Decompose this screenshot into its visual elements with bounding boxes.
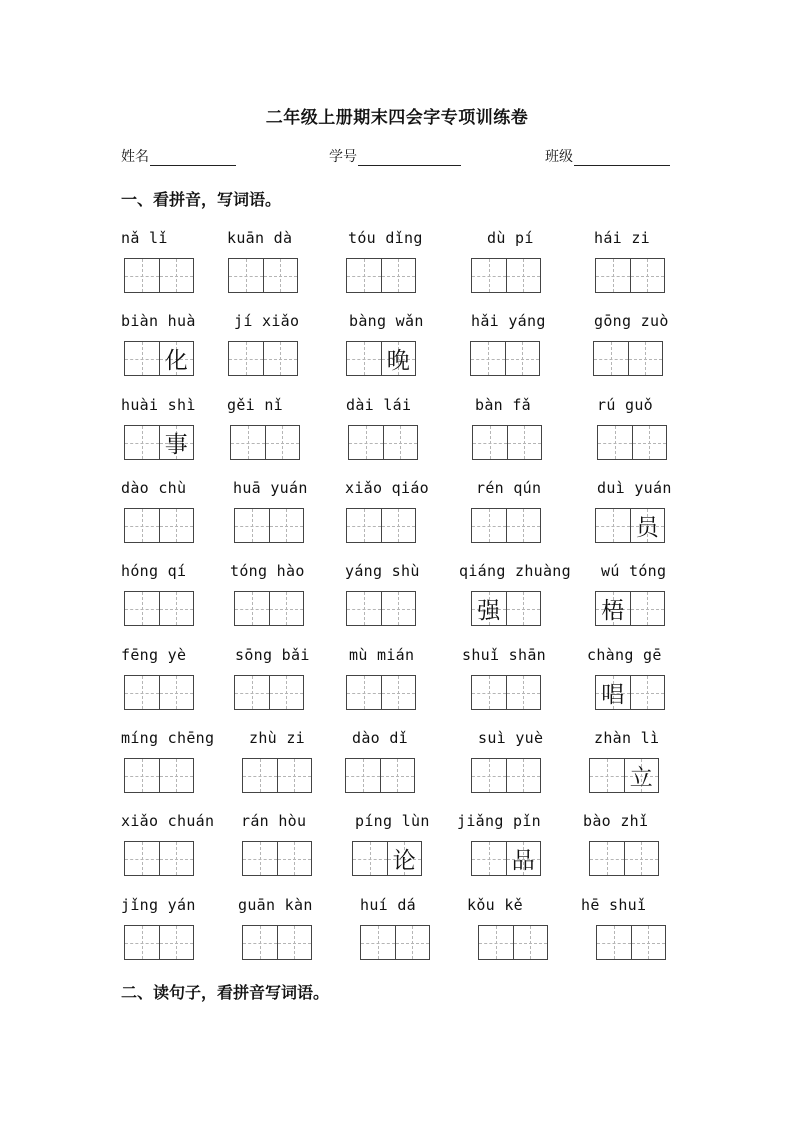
given-character: [346, 759, 380, 792]
pinyin-label: míng chēng: [121, 729, 215, 747]
given-character: [507, 259, 541, 292]
given-character: [278, 842, 312, 875]
writing-cell[interactable]: [625, 759, 659, 792]
given-character: [507, 759, 541, 792]
writing-cell[interactable]: [235, 592, 270, 625]
writing-grid[interactable]: [234, 508, 304, 543]
given-character: [160, 842, 194, 875]
writing-cell[interactable]: [382, 342, 416, 375]
writing-cell[interactable]: [235, 509, 270, 542]
pinyin-label: dù pí: [487, 229, 534, 247]
pinyin-label: píng lùn: [355, 812, 430, 830]
writing-grid[interactable]: [242, 841, 312, 876]
writing-cell[interactable]: [347, 676, 382, 709]
given-character: [125, 509, 159, 542]
writing-cell[interactable]: [382, 259, 416, 292]
given-character: [160, 509, 194, 542]
writing-grid[interactable]: [478, 925, 548, 960]
writing-cell[interactable]: [125, 426, 160, 459]
given-character: [382, 592, 416, 625]
writing-cell[interactable]: [596, 592, 631, 625]
pinyin-label: bàng wǎn: [349, 312, 424, 330]
given-character: [472, 759, 506, 792]
writing-grid[interactable]: [471, 841, 541, 876]
writing-cell[interactable]: [125, 259, 160, 292]
pinyin-label: dào chù: [121, 479, 187, 497]
writing-grid[interactable]: [124, 925, 194, 960]
writing-cell[interactable]: [507, 842, 541, 875]
writing-cell[interactable]: [631, 259, 665, 292]
writing-grid[interactable]: [345, 758, 415, 793]
given-character: [266, 426, 300, 459]
given-character: [278, 926, 312, 959]
writing-cell[interactable]: [160, 759, 194, 792]
exercise-row: [0, 896, 794, 979]
writing-cell[interactable]: [384, 426, 418, 459]
writing-cell[interactable]: [472, 592, 507, 625]
given-character: [243, 759, 277, 792]
pinyin-label: gěi nǐ: [227, 396, 283, 414]
writing-cell[interactable]: [472, 759, 507, 792]
writing-grid[interactable]: [595, 508, 665, 543]
given-character: [125, 342, 159, 375]
given-character: [473, 426, 507, 459]
writing-cell[interactable]: [472, 842, 507, 875]
given-character: [631, 592, 665, 625]
pinyin-label: hē shuǐ: [581, 896, 647, 914]
given-character: [125, 426, 159, 459]
given-character: [347, 676, 381, 709]
writing-cell[interactable]: [596, 676, 631, 709]
given-character: [361, 926, 395, 959]
writing-grid[interactable]: [234, 675, 304, 710]
class-label: 班级: [545, 149, 573, 165]
student-number-label: 学号: [329, 149, 357, 165]
given-character: [231, 426, 265, 459]
given-character: [264, 342, 298, 375]
given-character: [507, 509, 541, 542]
exercise-row: [0, 646, 794, 729]
pinyin-label: gōng zuò: [594, 312, 669, 330]
given-character: [270, 676, 304, 709]
given-character: 强: [477, 598, 501, 624]
given-character: [472, 676, 506, 709]
writing-cell[interactable]: [278, 926, 312, 959]
writing-grid[interactable]: [124, 841, 194, 876]
writing-cell[interactable]: [596, 259, 631, 292]
given-character: [594, 342, 628, 375]
writing-cell[interactable]: [278, 842, 312, 875]
writing-grid[interactable]: [124, 341, 194, 376]
given-character: [382, 259, 416, 292]
writing-cell[interactable]: [361, 926, 396, 959]
name-blank[interactable]: [150, 148, 236, 166]
writing-grid[interactable]: [360, 925, 430, 960]
writing-grid[interactable]: [471, 591, 541, 626]
exercise-row: [0, 562, 794, 645]
pinyin-label: dài lái: [346, 396, 412, 414]
writing-cell[interactable]: [346, 759, 381, 792]
given-character: [347, 509, 381, 542]
writing-cell[interactable]: [631, 676, 665, 709]
writing-grid[interactable]: [595, 675, 665, 710]
writing-cell[interactable]: [125, 676, 160, 709]
writing-cell[interactable]: [507, 509, 541, 542]
writing-grid[interactable]: [228, 258, 298, 293]
given-character: [507, 676, 541, 709]
writing-cell[interactable]: [382, 509, 416, 542]
writing-grid[interactable]: [124, 425, 194, 460]
writing-cell[interactable]: [596, 509, 631, 542]
writing-cell[interactable]: [353, 842, 388, 875]
writing-grid[interactable]: [348, 425, 418, 460]
writing-cell[interactable]: [160, 592, 194, 625]
writing-cell[interactable]: [231, 426, 266, 459]
writing-cell[interactable]: [514, 926, 548, 959]
exercise-row: [0, 729, 794, 812]
writing-cell[interactable]: [594, 342, 629, 375]
writing-grid[interactable]: [472, 425, 542, 460]
writing-cell[interactable]: [507, 592, 541, 625]
name-field[interactable]: [121, 146, 236, 166]
given-character: [235, 592, 269, 625]
writing-cell[interactable]: [590, 759, 625, 792]
writing-cell[interactable]: [243, 926, 278, 959]
given-character: [353, 842, 387, 875]
pinyin-label: rén qún: [476, 479, 542, 497]
given-character: 品: [511, 848, 535, 874]
writing-cell[interactable]: [278, 759, 312, 792]
pinyin-label: rán hòu: [241, 812, 307, 830]
writing-cell[interactable]: [590, 842, 625, 875]
exercise-row: [0, 479, 794, 562]
pinyin-label: tóng hào: [230, 562, 305, 580]
given-character: [125, 592, 159, 625]
writing-cell[interactable]: [270, 592, 304, 625]
writing-grid[interactable]: [242, 925, 312, 960]
pinyin-label: duì yuán: [597, 479, 672, 497]
given-character: [229, 342, 263, 375]
given-character: [625, 842, 659, 875]
writing-cell[interactable]: [506, 342, 540, 375]
writing-grid[interactable]: [346, 258, 416, 293]
given-character: [347, 259, 381, 292]
writing-cell[interactable]: [266, 426, 300, 459]
writing-cell[interactable]: [631, 509, 665, 542]
writing-cell[interactable]: [160, 426, 194, 459]
writing-cell[interactable]: [472, 509, 507, 542]
writing-cell[interactable]: [382, 592, 416, 625]
pinyin-label: bào zhǐ: [583, 812, 649, 830]
writing-grid[interactable]: [596, 925, 666, 960]
given-character: [631, 676, 665, 709]
given-character: [270, 592, 304, 625]
writing-cell[interactable]: [160, 259, 194, 292]
writing-cell[interactable]: [125, 509, 160, 542]
writing-cell[interactable]: [160, 676, 194, 709]
writing-cell[interactable]: [472, 259, 507, 292]
given-character: [514, 926, 548, 959]
writing-cell[interactable]: [633, 426, 667, 459]
given-character: [506, 342, 540, 375]
writing-grid[interactable]: [234, 591, 304, 626]
pinyin-label: fēng yè: [121, 646, 187, 664]
pinyin-label: qiáng zhuàng: [459, 562, 571, 580]
pinyin-label: hóng qí: [121, 562, 187, 580]
pinyin-label: tóu dǐng: [348, 229, 423, 247]
writing-cell[interactable]: [347, 259, 382, 292]
writing-grid[interactable]: [471, 508, 541, 543]
writing-grid[interactable]: [124, 591, 194, 626]
exercise-row: [0, 396, 794, 479]
writing-cell[interactable]: [629, 342, 663, 375]
pinyin-label: zhù zi: [249, 729, 305, 747]
pinyin-label: zhàn lì: [594, 729, 660, 747]
writing-grid[interactable]: [228, 341, 298, 376]
writing-grid[interactable]: [595, 591, 665, 626]
writing-cell[interactable]: [381, 759, 415, 792]
pinyin-label: bàn fǎ: [475, 396, 531, 414]
writing-grid[interactable]: [242, 758, 312, 793]
writing-cell[interactable]: [125, 592, 160, 625]
exercise-row: [0, 312, 794, 395]
writing-cell[interactable]: [382, 676, 416, 709]
pinyin-label: rú guǒ: [597, 396, 653, 414]
pinyin-label: shuǐ shān: [462, 646, 546, 664]
pinyin-label: jǐng yán: [121, 896, 196, 914]
writing-cell[interactable]: [632, 926, 666, 959]
given-character: 晚: [386, 348, 410, 374]
pinyin-label: dào dǐ: [352, 729, 408, 747]
given-character: [629, 342, 663, 375]
pinyin-label: kuān dà: [227, 229, 293, 247]
class-field[interactable]: [545, 146, 670, 166]
writing-grid[interactable]: [230, 425, 300, 460]
pinyin-label: huā yuán: [233, 479, 308, 497]
writing-cell[interactable]: [125, 342, 160, 375]
writing-cell[interactable]: [160, 342, 194, 375]
given-character: [125, 759, 159, 792]
given-character: [160, 759, 194, 792]
given-character: [160, 259, 194, 292]
given-character: [471, 342, 505, 375]
given-character: [396, 926, 430, 959]
writing-grid[interactable]: [470, 341, 540, 376]
writing-cell[interactable]: [597, 926, 632, 959]
given-character: [382, 676, 416, 709]
writing-grid[interactable]: [346, 341, 416, 376]
given-character: 唱: [601, 682, 625, 708]
pinyin-label: suì yuè: [478, 729, 544, 747]
writing-cell[interactable]: [229, 259, 264, 292]
given-character: [125, 842, 159, 875]
writing-grid[interactable]: [471, 258, 541, 293]
student-number-field[interactable]: [329, 146, 461, 166]
given-character: [347, 592, 381, 625]
writing-cell[interactable]: [125, 759, 160, 792]
writing-grid[interactable]: [471, 758, 541, 793]
given-character: 事: [164, 432, 188, 458]
exercise-row: [0, 812, 794, 895]
given-character: [479, 926, 513, 959]
writing-cell[interactable]: [243, 842, 278, 875]
pinyin-label: xiǎo chuán: [121, 812, 215, 830]
pinyin-label: nǎ lǐ: [121, 229, 168, 247]
given-character: [633, 426, 667, 459]
writing-cell[interactable]: [160, 926, 194, 959]
writing-cell[interactable]: [264, 259, 298, 292]
given-character: [235, 509, 269, 542]
writing-grid[interactable]: [589, 758, 659, 793]
writing-cell[interactable]: [160, 509, 194, 542]
writing-grid[interactable]: [124, 258, 194, 293]
given-character: [631, 259, 665, 292]
given-character: [590, 842, 624, 875]
given-character: [347, 342, 381, 375]
section-1-heading: 一、看拼音，写词语。: [121, 190, 282, 209]
given-character: [382, 509, 416, 542]
given-character: [349, 426, 383, 459]
writing-cell[interactable]: [125, 926, 160, 959]
writing-grid[interactable]: [471, 675, 541, 710]
pinyin-label: sōng bǎi: [235, 646, 310, 664]
writing-grid[interactable]: [124, 508, 194, 543]
given-character: [229, 259, 263, 292]
writing-grid[interactable]: [124, 675, 194, 710]
given-character: [125, 926, 159, 959]
pinyin-label: yáng shù: [345, 562, 420, 580]
given-character: [160, 926, 194, 959]
writing-cell[interactable]: [507, 676, 541, 709]
writing-cell[interactable]: [270, 509, 304, 542]
pinyin-label: hái zi: [594, 229, 650, 247]
writing-cell[interactable]: [508, 426, 542, 459]
pinyin-label: huài shì: [121, 396, 196, 414]
writing-cell[interactable]: [349, 426, 384, 459]
writing-grid[interactable]: [595, 258, 665, 293]
given-character: [596, 509, 630, 542]
writing-cell[interactable]: [388, 842, 422, 875]
writing-cell[interactable]: [347, 509, 382, 542]
pinyin-label: biàn huà: [121, 312, 196, 330]
pinyin-label: kǒu kě: [467, 896, 523, 914]
page-title: 二年级上册期末四会字专项训练卷: [265, 108, 529, 128]
given-character: 立: [629, 765, 653, 791]
class-blank[interactable]: [574, 148, 670, 166]
writing-cell[interactable]: [347, 592, 382, 625]
writing-cell[interactable]: [160, 842, 194, 875]
pinyin-label: jiǎng pǐn: [457, 812, 541, 830]
given-character: [632, 926, 666, 959]
given-character: [590, 759, 624, 792]
writing-grid[interactable]: [593, 341, 663, 376]
writing-grid[interactable]: [124, 758, 194, 793]
writing-grid[interactable]: [346, 591, 416, 626]
student-number-blank[interactable]: [358, 148, 461, 166]
pinyin-label: chàng gē: [587, 646, 662, 664]
section-2-heading: 二、读句子，看拼音写词语。: [121, 983, 330, 1002]
given-character: [596, 259, 630, 292]
writing-grid[interactable]: [597, 425, 667, 460]
writing-grid[interactable]: [352, 841, 422, 876]
writing-cell[interactable]: [125, 842, 160, 875]
pinyin-label: jí xiǎo: [234, 312, 300, 330]
pinyin-label: xiǎo qiáo: [345, 479, 429, 497]
given-character: 论: [392, 848, 416, 874]
writing-cell[interactable]: [507, 259, 541, 292]
given-character: [472, 509, 506, 542]
given-character: [235, 676, 269, 709]
name-label: 姓名: [121, 149, 149, 165]
writing-cell[interactable]: [396, 926, 430, 959]
writing-grid[interactable]: [346, 675, 416, 710]
given-character: [160, 676, 194, 709]
pinyin-label: guān kàn: [238, 896, 313, 914]
writing-cell[interactable]: [631, 592, 665, 625]
writing-cell[interactable]: [507, 759, 541, 792]
writing-cell[interactable]: [625, 842, 659, 875]
given-character: [278, 759, 312, 792]
given-character: [381, 759, 415, 792]
given-character: [507, 592, 541, 625]
given-character: 员: [635, 515, 659, 541]
writing-cell[interactable]: [264, 342, 298, 375]
writing-cell[interactable]: [243, 759, 278, 792]
pinyin-label: wú tóng: [601, 562, 667, 580]
given-character: [384, 426, 418, 459]
given-character: [125, 259, 159, 292]
writing-cell[interactable]: [229, 342, 264, 375]
given-character: [125, 676, 159, 709]
exercise-row: [0, 229, 794, 312]
writing-grid[interactable]: [346, 508, 416, 543]
writing-cell[interactable]: [471, 342, 506, 375]
writing-cell[interactable]: [472, 676, 507, 709]
pinyin-label: huí dá: [360, 896, 416, 914]
given-character: 化: [164, 348, 188, 374]
writing-cell[interactable]: [598, 426, 633, 459]
given-character: [597, 926, 631, 959]
given-character: [472, 259, 506, 292]
writing-cell[interactable]: [479, 926, 514, 959]
pinyin-label: mù mián: [349, 646, 415, 664]
given-character: [598, 426, 632, 459]
writing-grid[interactable]: [589, 841, 659, 876]
pinyin-label: hǎi yáng: [471, 312, 546, 330]
given-character: 梧: [601, 598, 625, 624]
writing-cell[interactable]: [235, 676, 270, 709]
given-character: [264, 259, 298, 292]
given-character: [472, 842, 506, 875]
writing-cell[interactable]: [347, 342, 382, 375]
given-character: [270, 509, 304, 542]
given-character: [243, 926, 277, 959]
given-character: [508, 426, 542, 459]
writing-cell[interactable]: [473, 426, 508, 459]
given-character: [160, 592, 194, 625]
given-character: [243, 842, 277, 875]
writing-cell[interactable]: [270, 676, 304, 709]
